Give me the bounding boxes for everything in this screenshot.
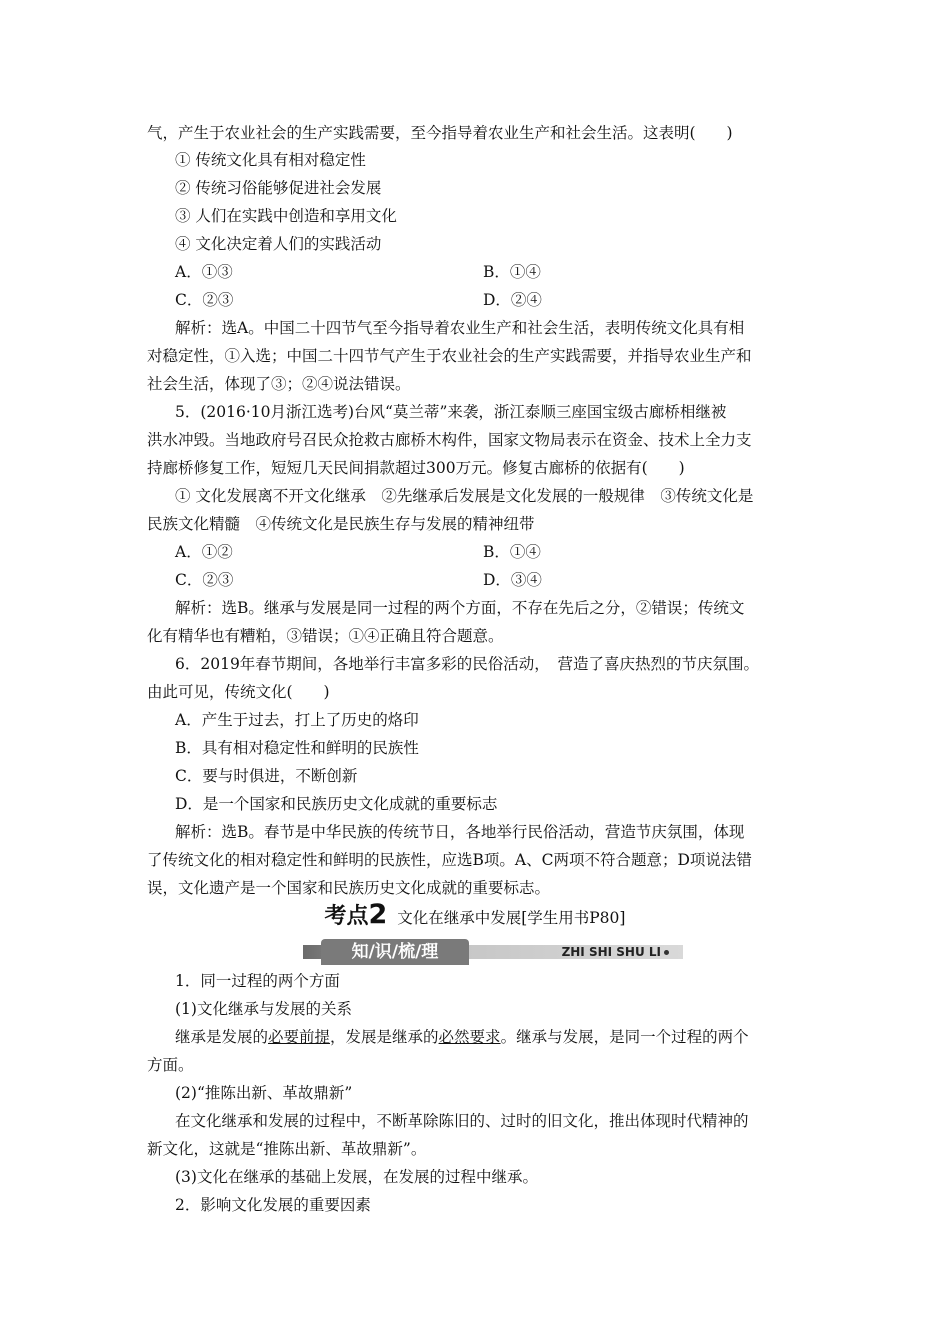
q5-option-c: C．②③ — [175, 571, 234, 589]
underlined-term-2: 必然要求 — [438, 1028, 501, 1046]
kaodian-heading — [0, 901, 950, 932]
knowledge-sub-3: (3)文化在继承的基础上发展，在发展的过程中继承。 — [175, 1168, 538, 1186]
q6-analysis-1: 解析：选B。春节是中华民族的传统节日，各地举行民俗活动，营造节庆氛围，体现 — [175, 823, 745, 841]
kaodian-number: 2 — [368, 899, 388, 930]
section-banner — [303, 939, 683, 965]
underlined-term-1: 必要前提 — [268, 1028, 331, 1046]
banner-pinyin-wrap — [562, 943, 669, 961]
q4-item-1: ① 传统文化具有相对稳定性 — [175, 151, 366, 169]
knowledge-para-1-cont: 方面。 — [147, 1056, 194, 1074]
q6-option-d: D．是一个国家和民族历史文化成就的重要标志 — [175, 795, 498, 813]
q6-option-a: A．产生于过去，打上了历史的烙印 — [175, 711, 419, 729]
q4-item-4: ④ 文化决定着人们的实践活动 — [175, 235, 382, 253]
bullet-dot-icon — [664, 950, 669, 955]
q5-analysis-1: 解析：选B。继承与发展是同一过程的两个方面，不存在先后之分，②错误；传统文 — [175, 599, 745, 617]
q6-stem-1: 6．2019年春节期间，各地举行丰富多彩的民俗活动， 营造了喜庆热烈的节庆氛围。 — [175, 655, 760, 673]
q5-option-b: B．①④ — [483, 543, 541, 561]
banner-tab: 知/识/梳/理 — [321, 939, 469, 965]
q5-items-2: 民族文化精髓 ④传统文化是民族生存与发展的精神纽带 — [147, 515, 535, 533]
banner-pinyin: ZHI SHI SHU LI — [561, 945, 661, 959]
q6-option-c: C．要与时俱进，不断创新 — [175, 767, 358, 785]
kaodian-title: 文化在继承中发展[学生用书P80] — [397, 909, 626, 927]
knowledge-para-2-1: 在文化继承和发展的过程中，不断革除陈旧的、过时的旧文化，推出体现时代精神的 — [175, 1112, 749, 1130]
q5-option-d: D．③④ — [483, 571, 542, 589]
q5-analysis-2: 化有精华也有糟粕，③错误；①④正确且符合题意。 — [147, 627, 504, 645]
q4-item-2: ② 传统习俗能够促进社会发展 — [175, 179, 382, 197]
q5-option-a: A．①② — [175, 543, 233, 561]
q6-analysis-3: 误，文化遗产是一个国家和民族历史文化成就的重要标志。 — [147, 879, 551, 897]
knowledge-heading-1: 1．同一过程的两个方面 — [175, 972, 340, 990]
q6-stem-2: 由此可见，传统文化( ) — [147, 683, 330, 701]
q4-option-d: D．②④ — [483, 291, 542, 309]
q4-option-a: A．①③ — [175, 263, 233, 281]
q4-stem-tail: 气，产生于农业社会的生产实践需要，至今指导着农业生产和社会生活。这表明( ) — [147, 124, 733, 142]
knowledge-para-2-2: 新文化，这就是“推陈出新、革故鼎新”。 — [147, 1140, 427, 1158]
knowledge-sub-2: (2)“推陈出新、革故鼎新” — [175, 1084, 353, 1102]
knowledge-heading-2: 2．影响文化发展的重要因素 — [175, 1196, 371, 1214]
knowledge-sub-1: (1)文化继承与发展的关系 — [175, 1000, 352, 1018]
q5-stem-3: 持廊桥修复工作，短短几天民间捐款超过300万元。修复古廊桥的依据有( ) — [147, 459, 685, 477]
q5-stem-1: 5．(2016·10月浙江选考)台风“莫兰蒂”来袭，浙江泰顺三座国宝级古廊桥相继被 — [175, 403, 727, 421]
q4-option-c: C．②③ — [175, 291, 234, 309]
q5-items-1: ① 文化发展离不开文化继承 ②先继承后发展是文化发展的一般规律 ③传统文化是 — [175, 487, 754, 505]
q6-option-b: B．具有相对稳定性和鲜明的民族性 — [175, 739, 419, 757]
kaodian-label: 考点 — [324, 904, 369, 929]
q4-item-3: ③ 人们在实践中创造和享用文化 — [175, 207, 397, 225]
q4-analysis-2: 对稳定性，①入选；中国二十四节气产生于农业社会的生产实践需要，并指导农业生产和 — [147, 347, 752, 365]
q4-analysis-1: 解析：选A。中国二十四节气至今指导着农业生产和社会生活，表明传统文化具有相 — [175, 319, 745, 337]
knowledge-para-1: 继承是发展的必要前提，发展是继承的必然要求。继承与发展，是同一个过程的两个 — [175, 1028, 749, 1046]
q4-analysis-3: 社会生活，体现了③；②④说法错误。 — [147, 375, 411, 393]
q4-option-b: B．①④ — [483, 263, 541, 281]
q5-stem-2: 洪水冲毁。当地政府号召民众抢救古廊桥木构件，国家文物局表示在资金、技术上全力支 — [147, 431, 752, 449]
q6-analysis-2: 了传统文化的相对稳定性和鲜明的民族性，应选B项。A、C两项不符合题意；D项说法错 — [147, 851, 752, 869]
